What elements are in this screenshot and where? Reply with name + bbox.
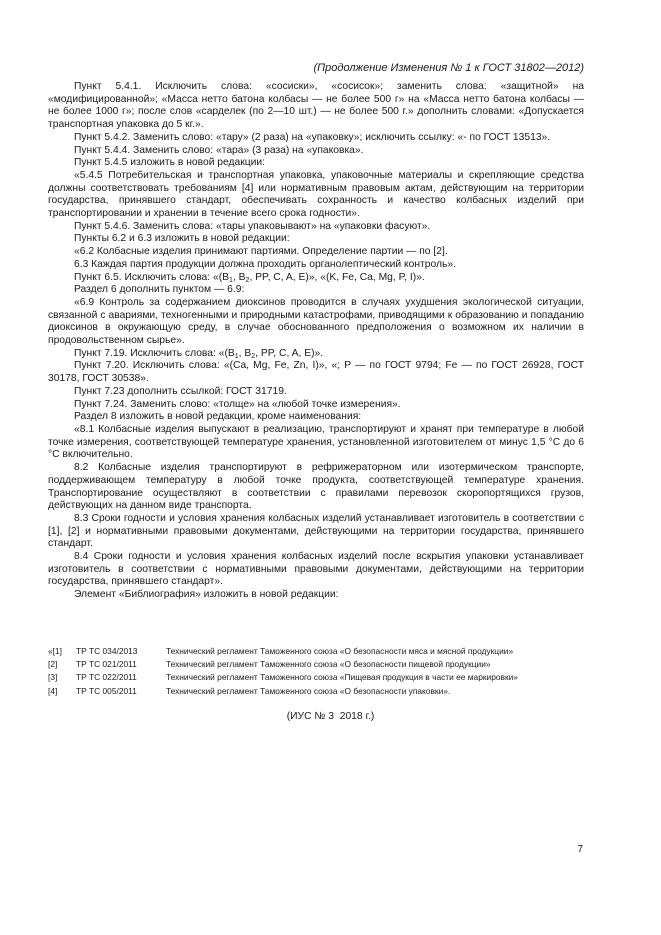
paragraph: Пункт 7.19. Исключить слова: «($B_1$, $B_2$, PP, C, A, E)». xyxy=(74,347,324,360)
bibliography-list xyxy=(48,645,588,698)
paragraph: Пункт 5.4.1. Исключить слова: «сосиски», «сосисок»; заменить слова: «защитной» на «модифицированной»; «Масса нетто батона колбасы — не более 500 г» на «Масса нетто батона колбасы — не более 1000 г»; после слов «сарделек (по 2—10 шт.) — не более 500 г.» дополнить словами: «Допускается транспортная упаковка до 5 кг.». xyxy=(48,81,584,131)
bibliography-item xyxy=(48,685,588,698)
bibliography-code: ТР ТС 005/2011 xyxy=(76,685,137,696)
bibliography-code: ТР ТС 021/2011 xyxy=(76,659,137,670)
bibliography-code: ТР ТС 022/2011 xyxy=(76,672,137,683)
bibliography-item xyxy=(48,658,588,671)
page-number: 7 xyxy=(577,844,583,855)
bibliography-title: Технический регламент Таможенного союза «О безопасности упаковки». xyxy=(166,685,451,696)
bibliography-title: Технический регламент Таможенного союза «О безопасности пищевой продукции» xyxy=(166,659,491,670)
paragraph: «6.9 Контроль за содержанием диоксинов проводится в случаях ухудшения экологической ситуации, связанной с авариями, техногенными и природными катастрофами, приводящими к образованию и попаданию диоксинов в окружающую среду, в случае обоснованного предположения о возможном их наличии в продовольственном сырье». xyxy=(48,296,584,347)
paragraph: Пункт 6.5. Исключить слова: «($B_1$, $B_2$, PP, C, A, E)», «(K, Fe, Ca, Mg, P, I)». xyxy=(74,271,425,284)
bibliography-number: [4] xyxy=(48,685,58,696)
paragraph: «6.2 Колбасные изделия принимают партиями. Определение партии — по [2]. xyxy=(74,246,448,258)
bibliography-number: [2] xyxy=(48,659,58,670)
paragraph: 8.3 Сроки годности и условия хранения колбасных изделий устанавливает изготовитель в соответствии с [1], [2] и нормативными правовыми документами, действующими на территории государства, принявшего стандарт. xyxy=(48,512,584,550)
paragraph: Раздел 8 изложить в новой редакции, кроме наименования: xyxy=(74,411,362,423)
paragraph: Пункт 7.23 дополнить ссылкой: ГОСТ 31719. xyxy=(74,385,287,397)
paragraph: Пункт 5.4.5 изложить в новой редакции: xyxy=(74,157,266,169)
ius-reference: (ИУС № 3 2018 г.) xyxy=(286,711,375,722)
paragraph: Пункт 7.24. Заменить слово: «толще» на «любой точке измерения». xyxy=(74,398,401,410)
bibliography-number: «[1] xyxy=(48,646,62,656)
paragraph: Пункты 6.2 и 6.3 изложить в новой редакции: xyxy=(74,233,290,245)
bibliography-title: Технический регламент Таможенного союза «О безопасности мяса и мясной продукции» xyxy=(166,646,514,656)
bibliography-item xyxy=(48,671,588,684)
paragraph: 6.3 Каждая партия продукции должна проходить органолептический контроль». xyxy=(74,258,456,270)
bibliography-number: [3] xyxy=(48,672,58,683)
bibliography-title: Технический регламент Таможенного союза «Пищевая продукция в части ее маркировки» xyxy=(166,672,518,683)
paragraph: Пункт 5.4.4. Заменить слово: «тара» (3 раза) на «упаковка». xyxy=(74,144,364,156)
bibliography-item xyxy=(48,645,588,658)
paragraph: 8.2 Колбасные изделия транспортируют в рефрижераторном или изотермическом транспорте, поддерживающем температуру в любой точке продукта, соответствующей температуре хранения. Транспортирование осуществляют в соответствии с правилами перевозок скоропортящихся грузов, действующих на данном виде транспорта. xyxy=(48,462,584,512)
paragraph: Раздел 6 дополнить пунктом — 6.9: xyxy=(74,284,245,296)
paragraph: 8.4 Сроки годности и условия хранения колбасных изделий после вскрытия упаковки устанавливает изготовитель в соответствии с нормативными правовыми документами, действующими на территории государства, принявшего стандарт». xyxy=(48,551,584,588)
paragraph: Пункт 5.4.6. Заменить слова: «тары упаковывают» на «упаковки фасуют». xyxy=(74,220,431,232)
document-body xyxy=(48,81,584,602)
paragraph: Элемент «Библиография» изложить в новой редакции: xyxy=(74,589,339,601)
paragraph: «8.1 Колбасные изделия выпускают в реализацию, транспортируют и хранят при температуре в любой точке измерения, соответствующей температуре хранения, установленной изготовителем от минус 1,5 °С до 6 °С включительно. xyxy=(48,423,584,461)
paragraph: Пункт 5.4.2. Заменить слово: «тару» (2 раза) на «упаковку»; исключить ссылку: «- по ГОСТ 13513». xyxy=(74,131,551,143)
paragraph: «5.4.5 Потребительская и транспортная упаковка, упаковочные материалы и скрепляющие средства должны соответствовать требованиям [4] или нормативным правовым актам, действующим на территории государства, принявшего стандарт, обеспечивать сохранность и качество колбасных изделий при транспортировании и хранении в течение всего срока годности». xyxy=(48,169,584,220)
paragraph: Пункт 7.20. Исключить слова: «(Ca, Mg, Fe, Zn, I)», «; P — по ГОСТ 9794; Fe — по ГОСТ 26928, ГОСТ 30178, ГОСТ 30538». xyxy=(48,360,584,385)
bibliography-code: ТР ТС 034/2013 xyxy=(76,646,138,656)
page-header: (Продолжение Изменения № 1 к ГОСТ 31802—2012) xyxy=(313,62,584,74)
